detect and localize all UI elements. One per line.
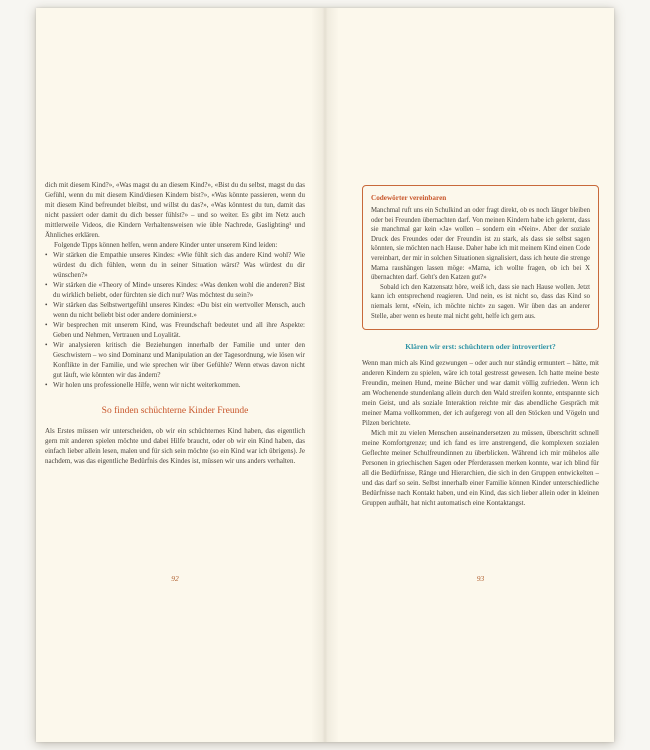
tip-item: • Wir besprechen mit unserem Kind, was Freundschaft bedeutet und all ihre Aspekte: Geben und Nehmen, Vertrauen und Loyalität. xyxy=(45,320,305,340)
intro-subheading: Klären wir erst: schüchtern oder introvertiert? xyxy=(405,342,556,352)
tip-item: • Wir stärken das Selbstwertgefühl unseres Kindes: «Du bist ein wertvoller Mensch, auch wenn du nicht beliebt bist oder andere dominierst.» xyxy=(45,300,305,320)
right-page xyxy=(362,185,599,508)
codeword-box xyxy=(362,185,599,330)
codeword-paragraph-2: Sobald ich den Katzensatz höre, weiß ich, dass sie nach Hause wollen. Jetzt kann ich entsprechend reagieren. Und nein, es ist nicht so, dass das Kind so niemals lernt, «Nein, ich möchte nicht» zu sagen. Wir üben das an anderer Stelle, aber wenn es heute mal nicht geht, helfe ich gern aus. xyxy=(371,283,590,320)
codeword-paragraph-1: Manchmal ruft uns ein Schulkind an oder fragt direkt, ob es noch länger bleiben oder bei Freunden übernachten darf. Von meinen Kindern habe ich gelernt, dass sie manchmal gar kein «Ja» wollen – sondern ein «Nein». Aber der soziale Druck des Freundes oder der Freundin ist zu stark, als dass sie selbst sagen könnten, sie möchten nach Hause. Daher habe ich mit meinem Kind einen Code vereinbart, der mir in solchen Situationen signalisiert, dass ich heute die strenge Mama raushängen lassen möge: «Mama, ich wollte fragen, ob ich bei X übernachten darf. Geht's den Katzen gut?» xyxy=(371,207,590,282)
book-spread xyxy=(36,8,614,742)
section-heading: So finden schüchterne Kinder Freunde xyxy=(101,406,249,416)
tip-item: • Wir analysieren kritisch die Beziehungen innerhalb der Familie und unter den Geschwistern – wo sind Dominanz und Manipulation an der Tagesordnung, wie lösen wir Konflikte in der Familie, und wie sprechen wir über Gefühle? Wenn etwas davon nicht gut läuft, wie könnten wir das ändern? xyxy=(45,340,305,380)
book-gutter xyxy=(311,8,339,742)
codeword-box-heading: Codewörter vereinbaren xyxy=(371,194,447,202)
left-page xyxy=(45,180,305,466)
continuation-paragraph: dich mit diesem Kind?», «Was magst du an diesem Kind?», «Bist du du selbst, magst du das Gefühl, wenn du mit diesem Kind/diesen Kindern bist?», «Was könnte passieren, wenn du mit diesem Kind befreundet bleibst, und willst du das?», «Was könntest du tun, damit das nicht passiert oder damit du dich besser fühlst?» – und so weiter. Es gibt im Netz auch mittlerweile Videos, die Kindern Verhaltensweisen wie üble Nachrede, Gaslighting¹ und Ähnliches erklären. xyxy=(45,181,305,239)
tip-item: • Wir holen uns professionelle Hilfe, wenn wir nicht weiterkommen. xyxy=(45,380,305,390)
page-number-left: 92 xyxy=(171,574,179,583)
tip-item: • Wir stärken die «Theory of Mind» unseres Kindes: «Was denken wohl die anderen? Bist du wirklich beliebt, oder fürchten sie dich nur? Was möchtest du sein?» xyxy=(45,280,305,300)
body-paragraph-2: Mich mit zu vielen Menschen auseinandersetzen zu müssen, überschritt schnell meine Komfortgrenze; und ich fand es irre anstrengend, die komplexen sozialen Geflechte meiner Schulfreundinnen zu überblicken. Während ich mir mühelos alle Personen in griechischen Sagen oder Pferderassen merken konnte, war ich blind für all die Bedürfnisse, Ränge und Hierarchien, die sich in den Gruppen entwickelten – und das darf so sein. Selbst innerhalb einer Familie können Kinder unterschiedliche Bedürfnisse nach Kontakt haben, und ein Kind, das sich lieber allein oder in kleinen Gruppen aufhält, hat nicht automatisch eine Kontaktangst. xyxy=(362,429,599,508)
tips-list xyxy=(45,250,305,390)
page-number-right: 93 xyxy=(476,574,485,583)
tips-intro: Folgende Tipps können helfen, wenn andere Kinder unter unserem Kind leiden: xyxy=(54,241,278,249)
body-paragraph-1: Wenn man mich als Kind gezwungen – oder auch nur ständig ermuntert – hätte, mit anderen Kindern zu spielen, wäre ich total gestresst gewesen. Ich hatte meine beste Freundin, meinen Hund, meine Bücher und war damit völlig zufrieden. Wenn ich am Wochenende stundenlang allein durch den Wald streifen konnte, entspannte sich mein Geist, und als soziale Interaktion reichte mir das abendliche Gespräch mit meiner Mama vollkommen, der ich aufgeregt von all den Stöcken und Vögeln und Pilzen berichtete. xyxy=(362,359,599,428)
tip-item: • Wir stärken die Empathie unseres Kindes: «Wie fühlt sich das andere Kind wohl? Wie würdest du dich fühlen, wenn du in seiner Situation wärst? Was würdest du dir wünschen?» xyxy=(45,250,305,280)
section-paragraph: Als Erstes müssen wir unterscheiden, ob wir ein schüchternes Kind haben, das eigentlich gern mit anderen spielen möchte und dabei Hilfe braucht, oder ob wir ein Kind haben, das einfach lieber allein lesen, malen und für sich sein möchte (so ein Kind war ich übrigens). Je nachdem, was das eigentliche Bedürfnis des Kindes ist, müssen wir uns anders verhalten. xyxy=(45,427,305,465)
